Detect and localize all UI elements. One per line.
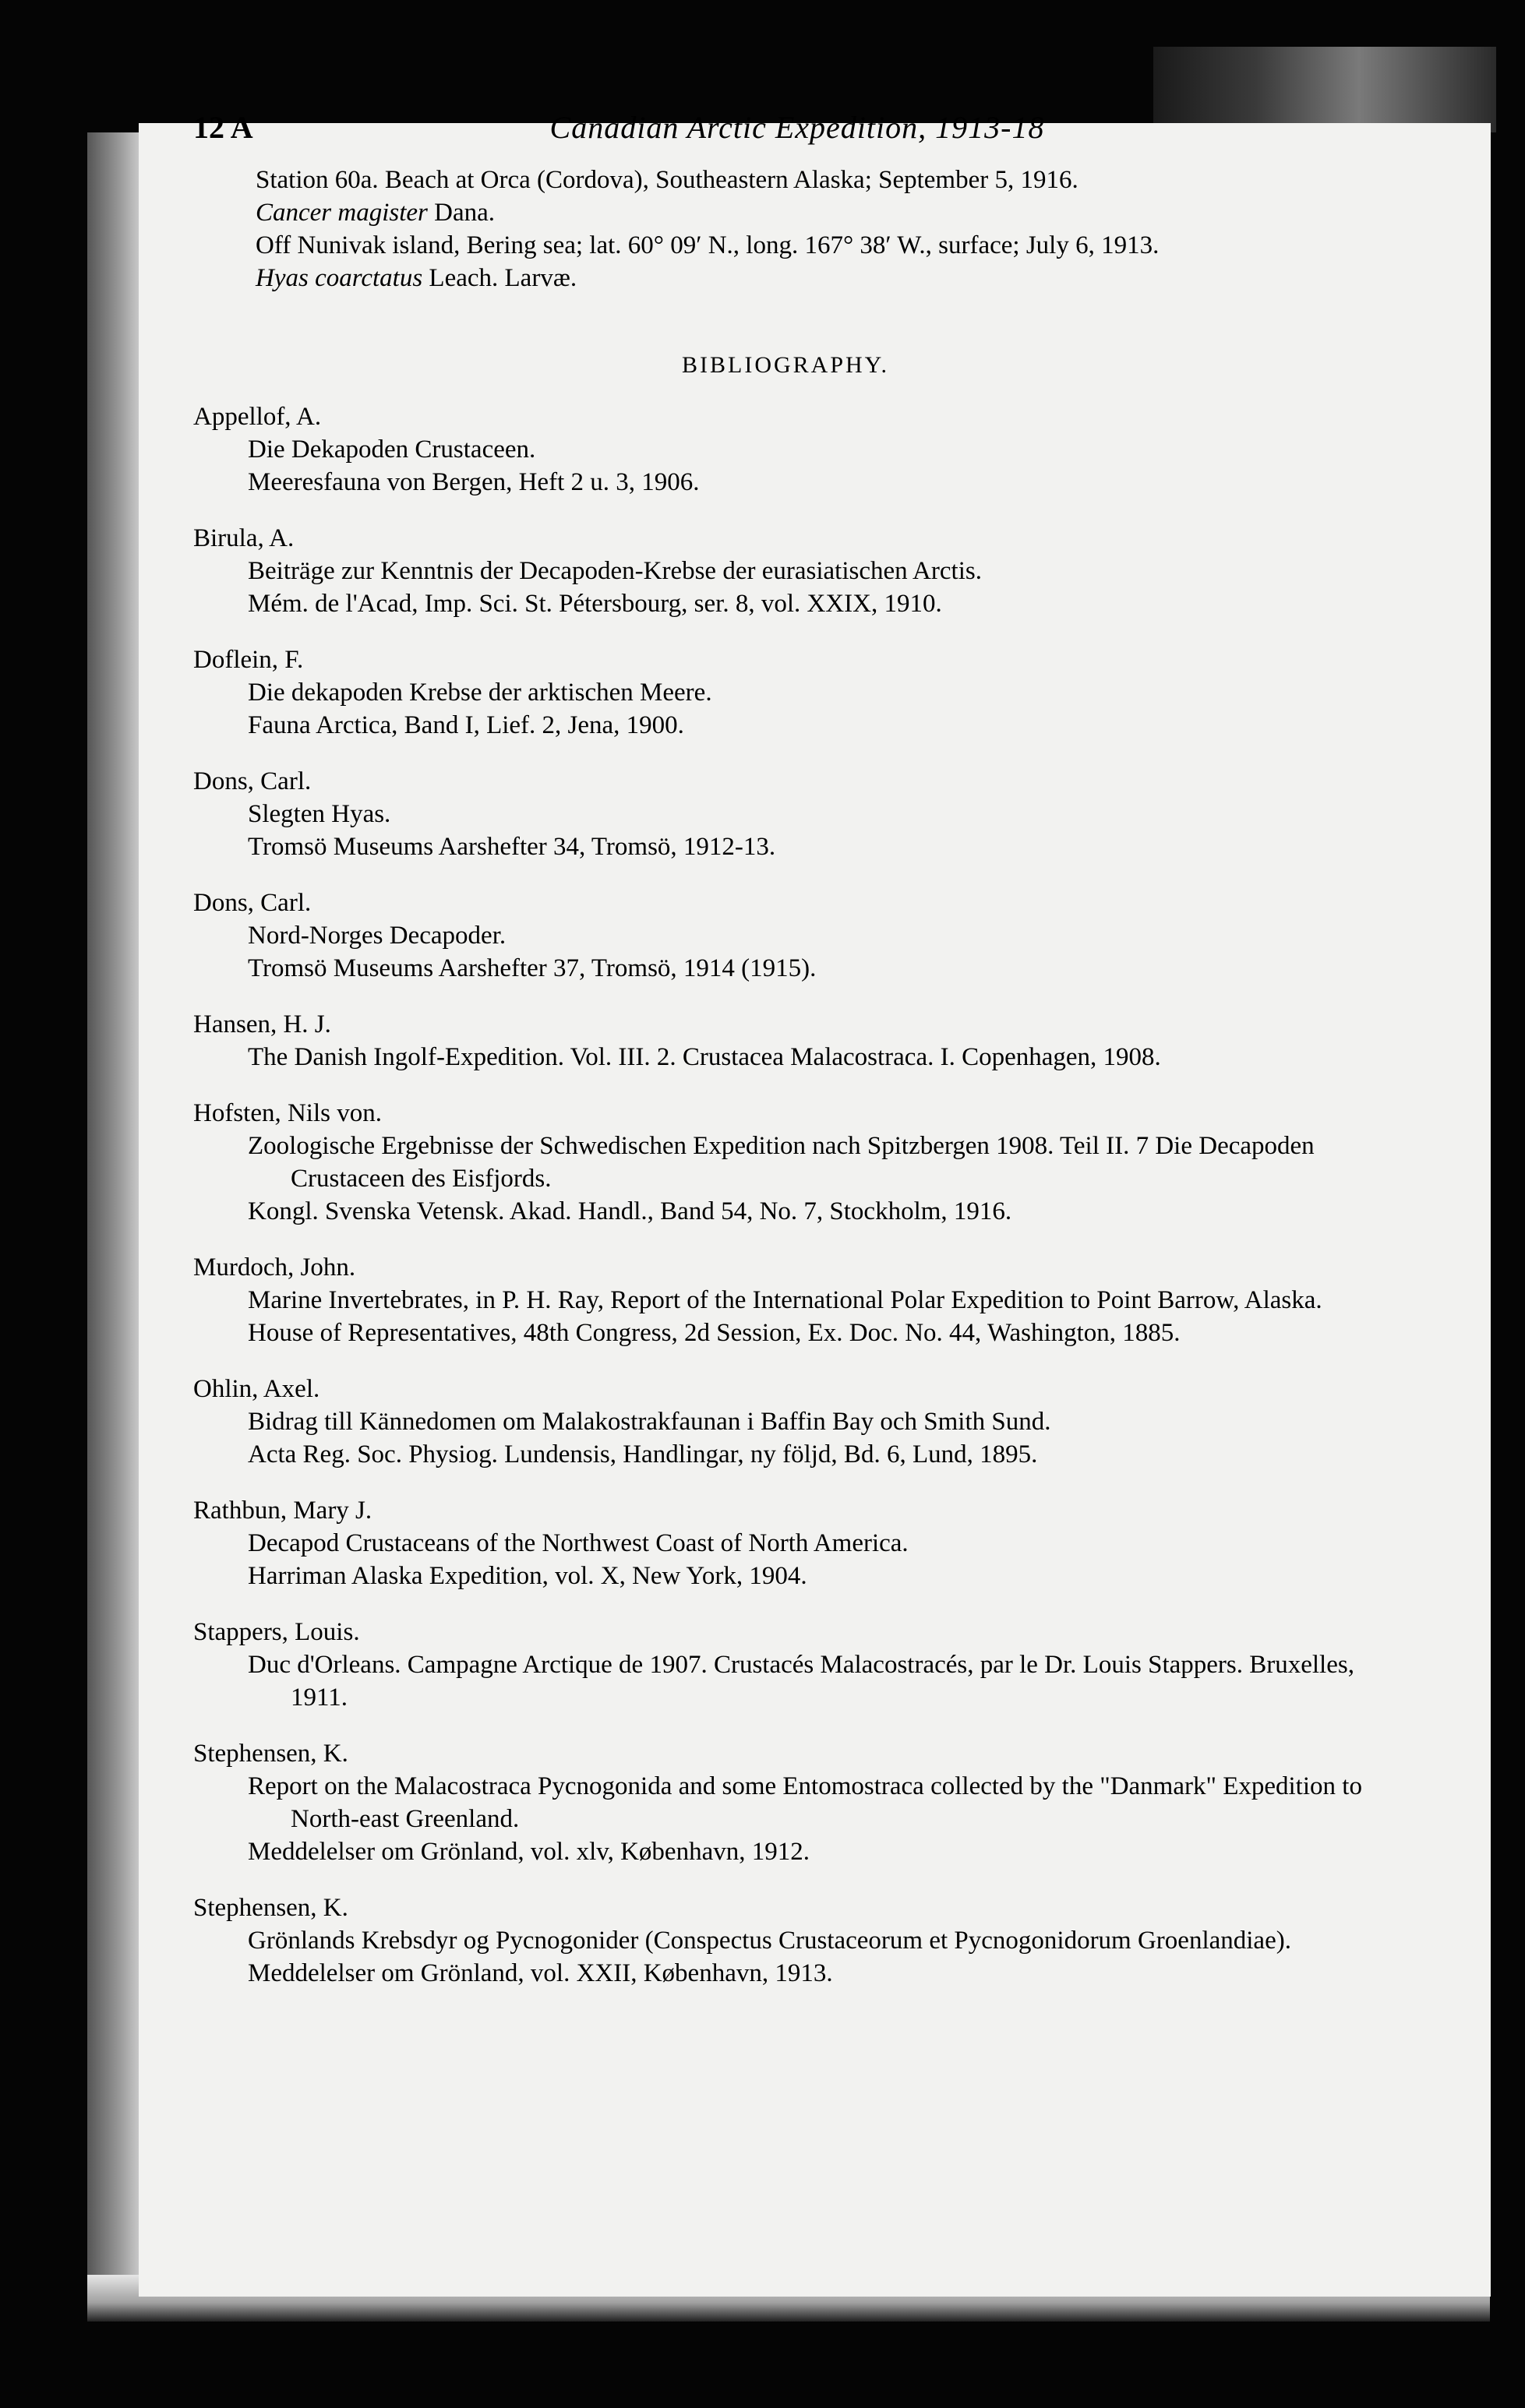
entry-author: Appellof, A. bbox=[193, 403, 322, 431]
species-author: Leach. Larvæ. bbox=[422, 264, 577, 292]
bibliography-entry bbox=[193, 1891, 1378, 1990]
bibliography-entry bbox=[193, 1251, 1378, 1349]
entry-author: Stephensen, K. bbox=[193, 1894, 348, 1922]
entry-author: Hansen, H. J. bbox=[193, 1010, 331, 1038]
entry-author: Stephensen, K. bbox=[193, 1740, 348, 1768]
entry-work-line: Bidrag till Kännedomen om Malakostrakfaunan i Baffin Bay och Smith Sund. bbox=[248, 1408, 1051, 1436]
bibliography-entry bbox=[193, 1737, 1378, 1868]
entry-work-line: Tromsö Museums Aarshefter 34, Tromsö, 1912-13. bbox=[248, 833, 776, 861]
page-content bbox=[193, 164, 1378, 2013]
entry-author: Doflein, F. bbox=[193, 646, 304, 674]
entry-work-line: Meddelelser om Grönland, vol. XXII, København, 1913. bbox=[248, 1959, 833, 1987]
station-record bbox=[193, 164, 1378, 294]
entry-work-line: Duc d'Orleans. Campagne Arctique de 1907. Crustacés Malacostracés, par le Dr. Louis Stappers. Bruxelles, 1911. bbox=[248, 1651, 1354, 1712]
bibliography-entry bbox=[193, 522, 1378, 620]
entry-author: Birula, A. bbox=[193, 524, 295, 552]
entry-author: Murdoch, John. bbox=[193, 1253, 356, 1282]
station-line: Off Nunivak island, Bering sea; lat. 60° 09′ N., long. 167° 38′ W., surface; July 6, 1913. bbox=[256, 231, 1160, 259]
entry-work-line: Meddelelser om Grönland, vol. xlv, København, 1912. bbox=[248, 1838, 810, 1866]
entry-author: Ohlin, Axel. bbox=[193, 1375, 320, 1403]
entry-author: Stappers, Louis. bbox=[193, 1618, 360, 1646]
entry-work-line: Mém. de l'Acad, Imp. Sci. St. Pétersbourg, ser. 8, vol. XXIX, 1910. bbox=[248, 590, 942, 618]
entry-work-line: Meeresfauna von Bergen, Heft 2 u. 3, 1906. bbox=[248, 468, 700, 496]
entry-work-line: Grönlands Krebsdyr og Pycnogonider (Conspectus Crustaceorum et Pycnogonidorum Groenlandiae). bbox=[248, 1927, 1291, 1955]
page-header bbox=[193, 109, 1401, 156]
bibliography-entry bbox=[193, 1373, 1378, 1471]
entry-author: Dons, Carl. bbox=[193, 889, 312, 917]
running-title: Canadian Arctic Expedition, 1913-18 bbox=[549, 110, 1045, 145]
entry-work-line: Beiträge zur Kenntnis der Decapoden-Krebse der eurasiatischen Arctis. bbox=[248, 557, 982, 585]
bibliography-entry bbox=[193, 1616, 1378, 1714]
bibliography-entry bbox=[193, 1008, 1378, 1074]
bibliography-entry bbox=[193, 1097, 1378, 1228]
species-name: Cancer magister bbox=[256, 199, 428, 227]
page-number: 12 A bbox=[193, 110, 253, 145]
entry-work-line: Die dekapoden Krebse der arktischen Meere. bbox=[248, 679, 712, 707]
bibliography-list bbox=[193, 400, 1378, 1990]
page-left-edge bbox=[87, 132, 142, 2314]
station-line: Station 60a. Beach at Orca (Cordova), Southeastern Alaska; September 5, 1916. bbox=[256, 166, 1078, 194]
species-line bbox=[193, 262, 1378, 294]
bibliography-entry bbox=[193, 887, 1378, 985]
entry-work-line: Nord-Norges Decapoder. bbox=[248, 922, 507, 950]
entry-author: Rathbun, Mary J. bbox=[193, 1497, 372, 1525]
species-author: Dana. bbox=[427, 199, 496, 227]
bibliography-heading: BIBLIOGRAPHY. bbox=[682, 352, 889, 378]
entry-work-line: Tromsö Museums Aarshefter 37, Tromsö, 1914 (1915). bbox=[248, 954, 817, 982]
entry-author: Hofsten, Nils von. bbox=[193, 1099, 382, 1127]
entry-work-line: Report on the Malacostraca Pycnogonida and some Entomostraca collected by the "Danmark" Expedition to North-east Greenland. bbox=[248, 1772, 1362, 1833]
entry-work-line: The Danish Ingolf-Expedition. Vol. III. 2. Crustacea Malacostraca. I. Copenhagen, 1908. bbox=[248, 1043, 1161, 1071]
species-name: Hyas coarctatus bbox=[256, 264, 423, 292]
bibliography-entry bbox=[193, 643, 1378, 742]
entry-work-line: Die Dekapoden Crustaceen. bbox=[248, 435, 536, 464]
bibliography-entry bbox=[193, 400, 1378, 499]
entry-work-line: Kongl. Svenska Vetensk. Akad. Handl., Band 54, No. 7, Stockholm, 1916. bbox=[248, 1197, 1012, 1225]
bibliography-entry bbox=[193, 1494, 1378, 1592]
entry-work-line: House of Representatives, 48th Congress, 2d Session, Ex. Doc. No. 44, Washington, 1885. bbox=[248, 1319, 1181, 1347]
entry-work-line: Decapod Crustaceans of the Northwest Coast of North America. bbox=[248, 1529, 909, 1557]
entry-author: Dons, Carl. bbox=[193, 767, 312, 795]
entry-work-line: Fauna Arctica, Band I, Lief. 2, Jena, 1900. bbox=[248, 711, 684, 739]
entry-work-line: Harriman Alaska Expedition, vol. X, New York, 1904. bbox=[248, 1562, 807, 1590]
species-line bbox=[193, 196, 1378, 229]
entry-work-line: Zoologische Ergebnisse der Schwedischen Expedition nach Spitzbergen 1908. Teil II. 7 Die Decapoden Crustaceen des Eisfjords. bbox=[248, 1132, 1315, 1193]
bibliography-entry bbox=[193, 765, 1378, 863]
entry-work-line: Marine Invertebrates, in P. H. Ray, Report of the International Polar Expedition to Point Barrow, Alaska. bbox=[248, 1286, 1322, 1314]
entry-work-line: Acta Reg. Soc. Physiog. Lundensis, Handlingar, ny följd, Bd. 6, Lund, 1895. bbox=[248, 1440, 1038, 1468]
entry-work-line: Slegten Hyas. bbox=[248, 800, 391, 828]
